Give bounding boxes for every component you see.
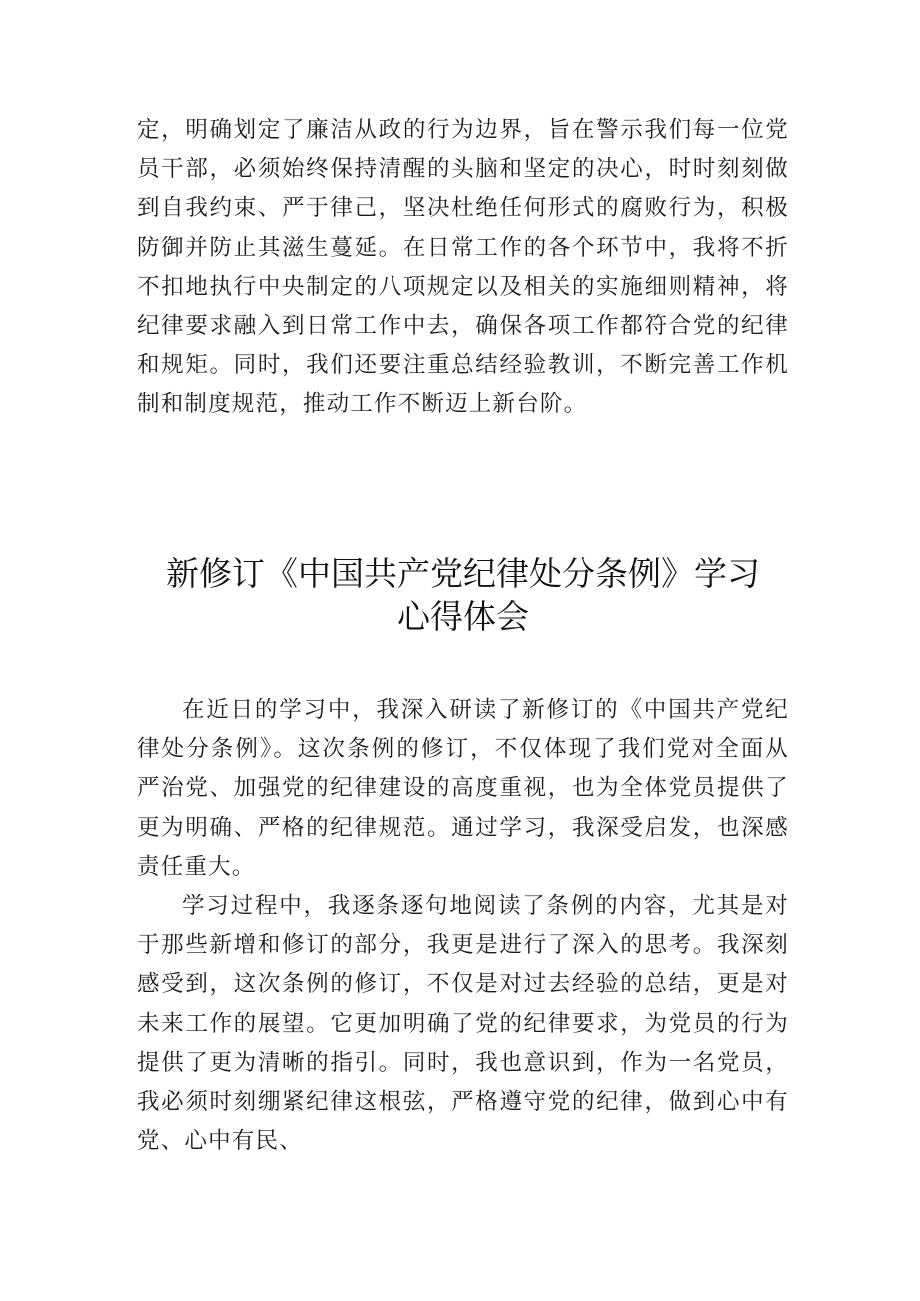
document-title (137, 552, 789, 638)
continuation-paragraph: 定，明确划定了廉洁从政的行为边界，旨在警示我们每一位党员干部，必须始终保持清醒的头脑和坚定的决心，时时刻刻做到自我约束、严于律己，坚决杜绝任何形式的腐败行为，积极防御并防止其滋生蔓延。在日常工作的各个环节中，我将不折不扣地执行中央制定的八项规定以及相关的实施细则精神，将纪律要求融入到日常工作中去，确保各项工作都符合党的纪律和规矩。同时，我们还要注重总结经验教训，不断完善工作机制和制度规范，推动工作不断迈上新台阶。 (137, 117, 789, 418)
body-paragraph-2: 学习过程中，我逐条逐句地阅读了条例的内容，尤其是对于那些新增和修订的部分，我更是进行了深入的思考。我深刻感受到，这次条例的修订，不仅是对过去经验的总结，更是对未来工作的展望。它更加明确了党的纪律要求，为党员的行为提供了更为清晰的指引。同时，我也意识到，作为一名党员，我必须时刻绷紧纪律这根弦，严格遵守党的纪律，做到心中有党、心中有民、 (137, 893, 789, 1155)
title-line-2: 心得体会 (397, 597, 529, 636)
title-line-1: 新修订《中国共产党纪律处分条例》学习 (166, 554, 760, 593)
body-paragraph-1: 在近日的学习中，我深入研读了新修订的《中国共产党纪律处分条例》。这次条例的修订，不仅体现了我们党对全面从严治党、加强党的纪律建设的高度重视，也为全体党员提供了更为明确、严格的纪律规范。通过学习，我深受启发，也深感责任重大。 (137, 697, 789, 880)
